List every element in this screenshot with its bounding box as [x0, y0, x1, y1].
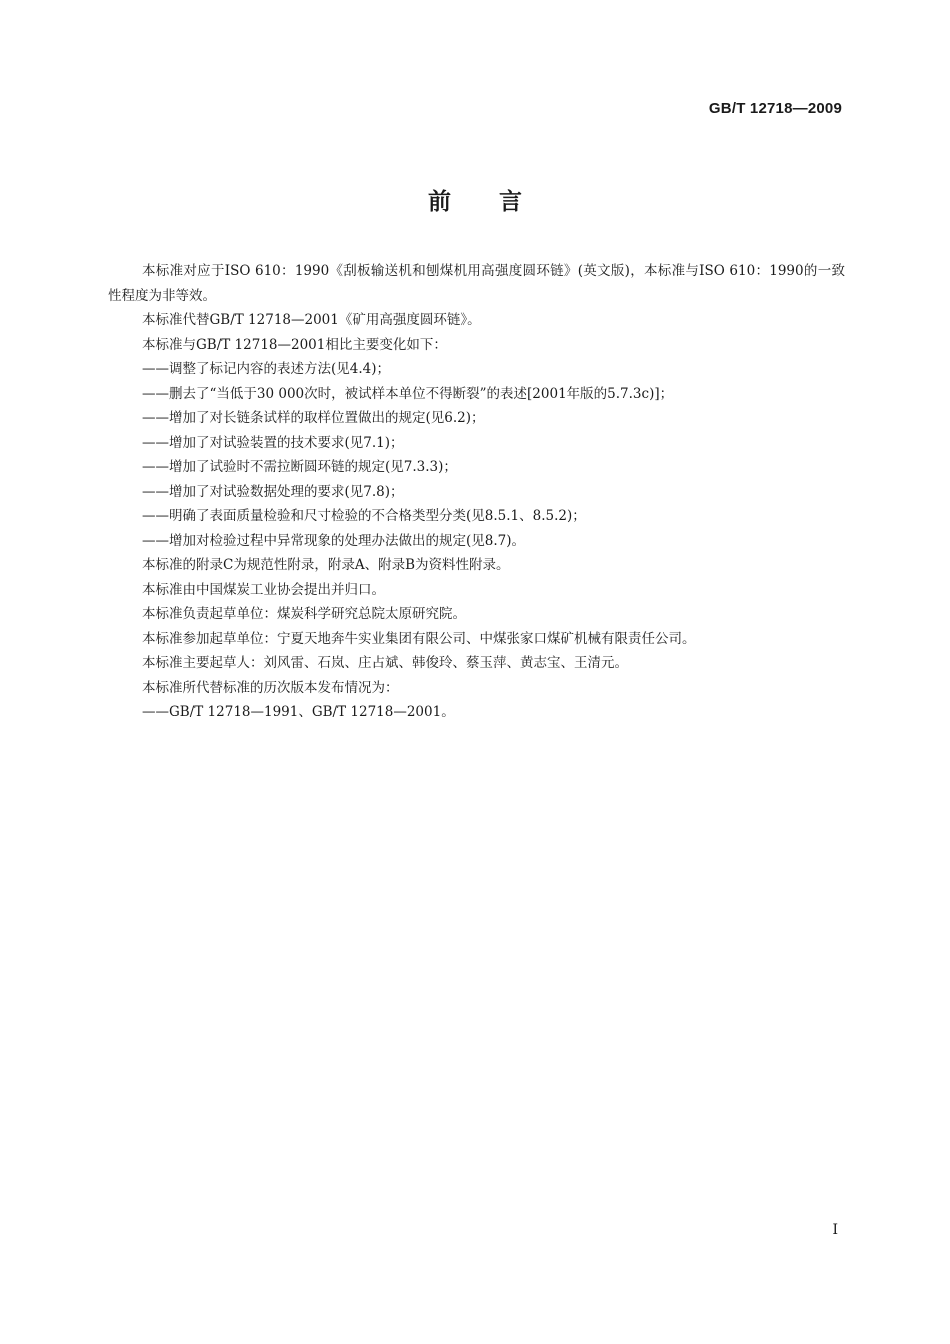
change-item: ——增加对检验过程中异常现象的处理办法做出的规定(见8.7)。	[142, 532, 526, 549]
page-number: I	[832, 1222, 838, 1238]
paragraph-replaces: 本标准代替GB/T 12718—2001《矿用高强度圆环链》。	[142, 312, 481, 328]
paragraph-participating-units: 本标准参加起草单位：宁夏天地奔牛实业集团有限公司、中煤张家口煤矿机械有限责任公司。	[142, 630, 696, 647]
paragraph-correspondence: 本标准对应于ISO 610：1990《刮板输送机和刨煤机用高强度圆环链》(英文版)，本标准与ISO 610：1990的一致性程度为非等效。	[108, 263, 845, 304]
change-item: ——增加了试验时不需拉断圆环链的规定(见7.3.3)；	[142, 459, 457, 475]
paragraph-annexes: 本标准的附录C为规范性附录，附录A、附录B为资料性附录。	[142, 557, 510, 573]
standard-number: GB/T 12718—2009	[708, 100, 842, 117]
foreword-body	[108, 259, 845, 725]
change-item: ——增加了对长链条试样的取样位置做出的规定(见6.2)；	[142, 410, 485, 426]
change-item: ——增加了对试验数据处理的要求(见7.8)；	[142, 483, 404, 500]
change-item: ——增加了对试验装置的技术要求(见7.1)；	[142, 434, 404, 451]
paragraph-changes-intro: 本标准与GB/T 12718—2001相比主要变化如下：	[142, 336, 447, 353]
paragraph-previous-editions-intro: 本标准所代替标准的历次版本发布情况为：	[142, 679, 399, 696]
change-item: ——删去了“当低于30 000次时，被试样本单位不得断裂”的表述[2001年版的5.7.3c)]；	[142, 385, 674, 402]
paragraph-proposed-by: 本标准由中国煤炭工业协会提出并归口。	[142, 581, 385, 598]
paragraph-drafting-unit: 本标准负责起草单位：煤炭科学研究总院太原研究院。	[142, 606, 466, 622]
change-item: ——调整了标记内容的表述方法(见4.4)；	[142, 361, 391, 377]
paragraph-drafters: 本标准主要起草人：刘风雷、石岚、庄占斌、韩俊玲、蔡玉萍、黄志宝、王清元。	[142, 655, 628, 671]
page-title: 前言	[428, 189, 570, 215]
previous-editions-item: ——GB/T 12718—1991、GB/T 12718—2001。	[142, 704, 455, 720]
change-item: ——明确了表面质量检验和尺寸检验的不合格类型分类(见8.5.1、8.5.2)；	[142, 508, 586, 524]
